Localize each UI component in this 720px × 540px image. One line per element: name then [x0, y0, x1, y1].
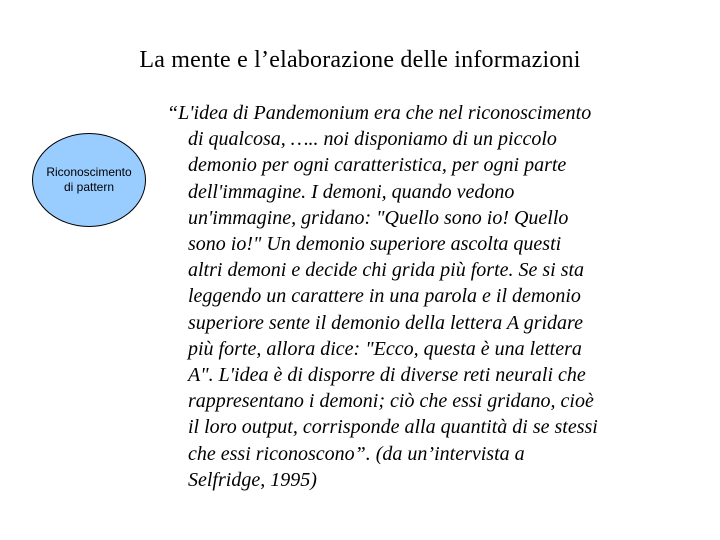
quote-line: dell'immagine. I demoni, quando vedono: [188, 180, 515, 203]
quote-line: leggendo un carattere in una parola e il demonio: [188, 285, 581, 308]
quote-line: “L'idea di Pandemonium era che nel riconoscimento: [167, 102, 592, 124]
quote-line: il loro output, corrisponde alla quantità di se stessi: [188, 416, 598, 439]
quote-line: un'immagine, gridano: "Quello sono io! Quello: [188, 206, 569, 229]
quote-line: rappresentano i demoni; ciò che essi gridano, cioè: [188, 390, 594, 413]
bubble-label: Riconoscimento di pattern: [46, 165, 132, 194]
pattern-recognition-bubble: [32, 133, 146, 227]
quote-line: demonio per ogni caratteristica, per ogni parte: [188, 154, 567, 177]
quote-line: di qualcosa, ….. noi disponiamo di un piccolo: [188, 128, 557, 151]
quote-line: A". L'idea è di disporre di diverse reti neurali che: [188, 364, 586, 387]
quote-line: superiore sente il demonio della lettera A gridare: [188, 311, 583, 334]
quote-line: sono io!" Un demonio superiore ascolta questi: [188, 233, 562, 256]
quote-line: Selfridge, 1995): [188, 468, 317, 491]
selfridge-quote: [167, 100, 707, 493]
quote-line: che essi riconoscono”. (da un’intervista a: [188, 442, 525, 465]
quote-line: altri demoni e decide chi grida più forte. Se si sta: [188, 259, 585, 282]
quote-line: più forte, allora dice: "Ecco, questa è una lettera: [188, 337, 582, 360]
slide-title: La mente e l’elaborazione delle informazioni: [139, 47, 581, 73]
